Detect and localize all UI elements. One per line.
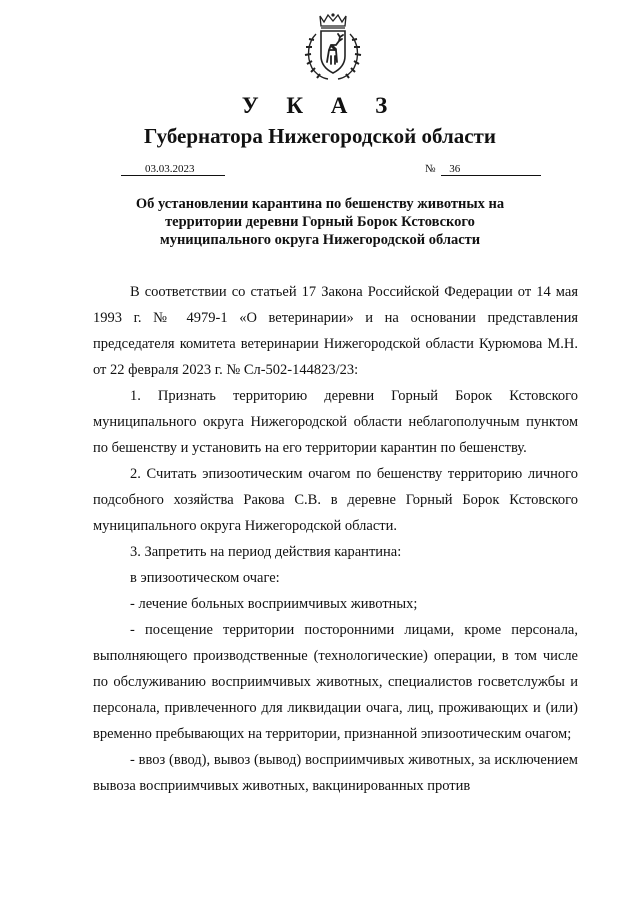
decree-title: У К А З: [241, 93, 399, 118]
paragraph-sub: в эпизоотическом очаге:: [130, 570, 280, 586]
paragraph-bullet: - лечение больных восприимчивых животных;: [130, 596, 418, 612]
number-field: [425, 163, 545, 176]
coat-of-arms-icon: [302, 12, 364, 82]
number-line: [441, 163, 541, 176]
heading-line: Об установлении карантина по бешенству животных на: [135, 196, 505, 212]
number-value: 36: [449, 163, 461, 175]
paragraph-bullet: - посещение территории посторонними лицами, кроме персонала, выполняющего производственные (технологические) операции, в том числе по обслуживанию восприимчивых животных, специалистов госветслужбы и персонала, привлеченного для ликвидации очага, лиц, проживающих и (или) временно пребывающих на территории, признанной эпизоотическим очагом;: [93, 622, 578, 742]
paragraph-item-2: 2. Считать эпизоотическим очагом по бешенству территорию личного подсобного хозяйства Ракова С.В. в деревне Горный Борок Кстовского муниципального округа Нижегородской области.: [93, 466, 578, 534]
heading-line: муниципального округа Нижегородской области: [159, 232, 481, 248]
document-body: [93, 279, 578, 799]
date-field: [121, 163, 225, 176]
date-value: 03.03.2023: [145, 163, 195, 175]
document-heading: [120, 195, 520, 249]
number-label: №: [425, 163, 436, 175]
heading-line: территории деревни Горный Борок Кстовского: [165, 214, 475, 230]
paragraph-item-1: 1. Признать территорию деревни Горный Борок Кстовского муниципального округа Нижегородской области неблагополучным пунктом по бешенству и установить на его территории карантин по бешенству.: [93, 388, 578, 456]
paragraph-bullet: - ввоз (ввод), вывоз (вывод) восприимчивых животных, за исключением вывоза восприимчивых животных, вакцинированных против: [93, 752, 578, 794]
paragraph-item-3: 3. Запретить на период действия карантина:: [130, 544, 402, 560]
decree-subtitle: Губернатора Нижегородской области: [144, 124, 496, 148]
paragraph-preamble: В соответствии со статьей 17 Закона Российской Федерации от 14 мая 1993 г. № 4979-1 «О ветеринарии» и на основании представления председателя комитета ветеринарии Нижегородской области Курюмова М.Н. от 22 февраля 2023 г. № Сл-502-144823/23:: [93, 284, 578, 378]
